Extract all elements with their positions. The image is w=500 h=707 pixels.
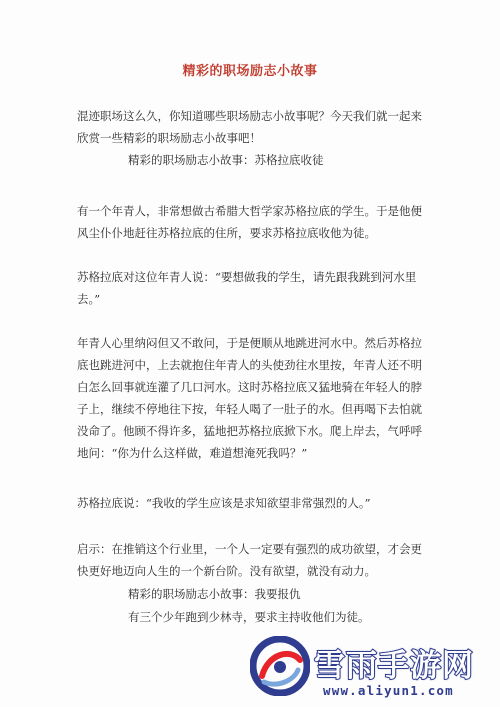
lesson-paragraph: 启示：在推销这个行业里，一个人一定要有强烈的成功欲望，才会更快更好地迈向人生的一个新台阶。没有欲望，就没有动力。 (77, 542, 422, 578)
document-title: 精彩的职场励志小故事 (182, 64, 318, 79)
story-subtitle-1: 精彩的职场励志小故事：苏格拉底收徒 (128, 153, 324, 167)
watermark (250, 634, 500, 707)
story-paragraph-4: 苏格拉底说：“我收的学生应该是求知欲望非常强烈的人。” (77, 496, 371, 510)
story-paragraph-3: 年青人心里纳闷但又不敢问，于是便顺从地跳进河水中。然后苏格拉底也跳进河中，上去就抱住年青人的头使劲往水里按，年青人还不明白怎么回事就连灌了几口河水。这时苏格拉底又猛地骑在年轻人的脖子上，继续不停地往下按，年轻人喝了一肚子的水。但再喝下去怕就没命了。他顾不得许多，猛地把苏格拉底掀下水。爬上岸去，气呼呼地问：“你为什么这样做，难道想淹死我吗？” (77, 336, 422, 460)
intro-paragraph: 混迹职场这么久，你知道哪些职场励志小故事呢？今天我们就一起来欣赏一些精彩的职场励志小故事吧！ (77, 109, 422, 145)
story-paragraph-2: 苏格拉底对这位年青人说：“要想做我的学生，请先跟我跳到河水里去。” (77, 270, 417, 306)
story-paragraph-1: 有一个年青人，非常想做古希腊大哲学家苏格拉底的学生。于是他便风尘仆仆地赶往苏格拉底的住所，要求苏格拉底收他为徒。 (77, 204, 422, 240)
story-paragraph-5: 有三个少年跑到少林寺，要求主持收他们为徒。 (128, 610, 370, 624)
watermark-url: www.aliyun1.com (323, 683, 454, 698)
swirl-logo-icon (250, 636, 310, 696)
watermark-brand: 雪雨手游网 (314, 648, 474, 684)
story-subtitle-2: 精彩的职场励志小故事：我要报仇 (128, 587, 301, 601)
